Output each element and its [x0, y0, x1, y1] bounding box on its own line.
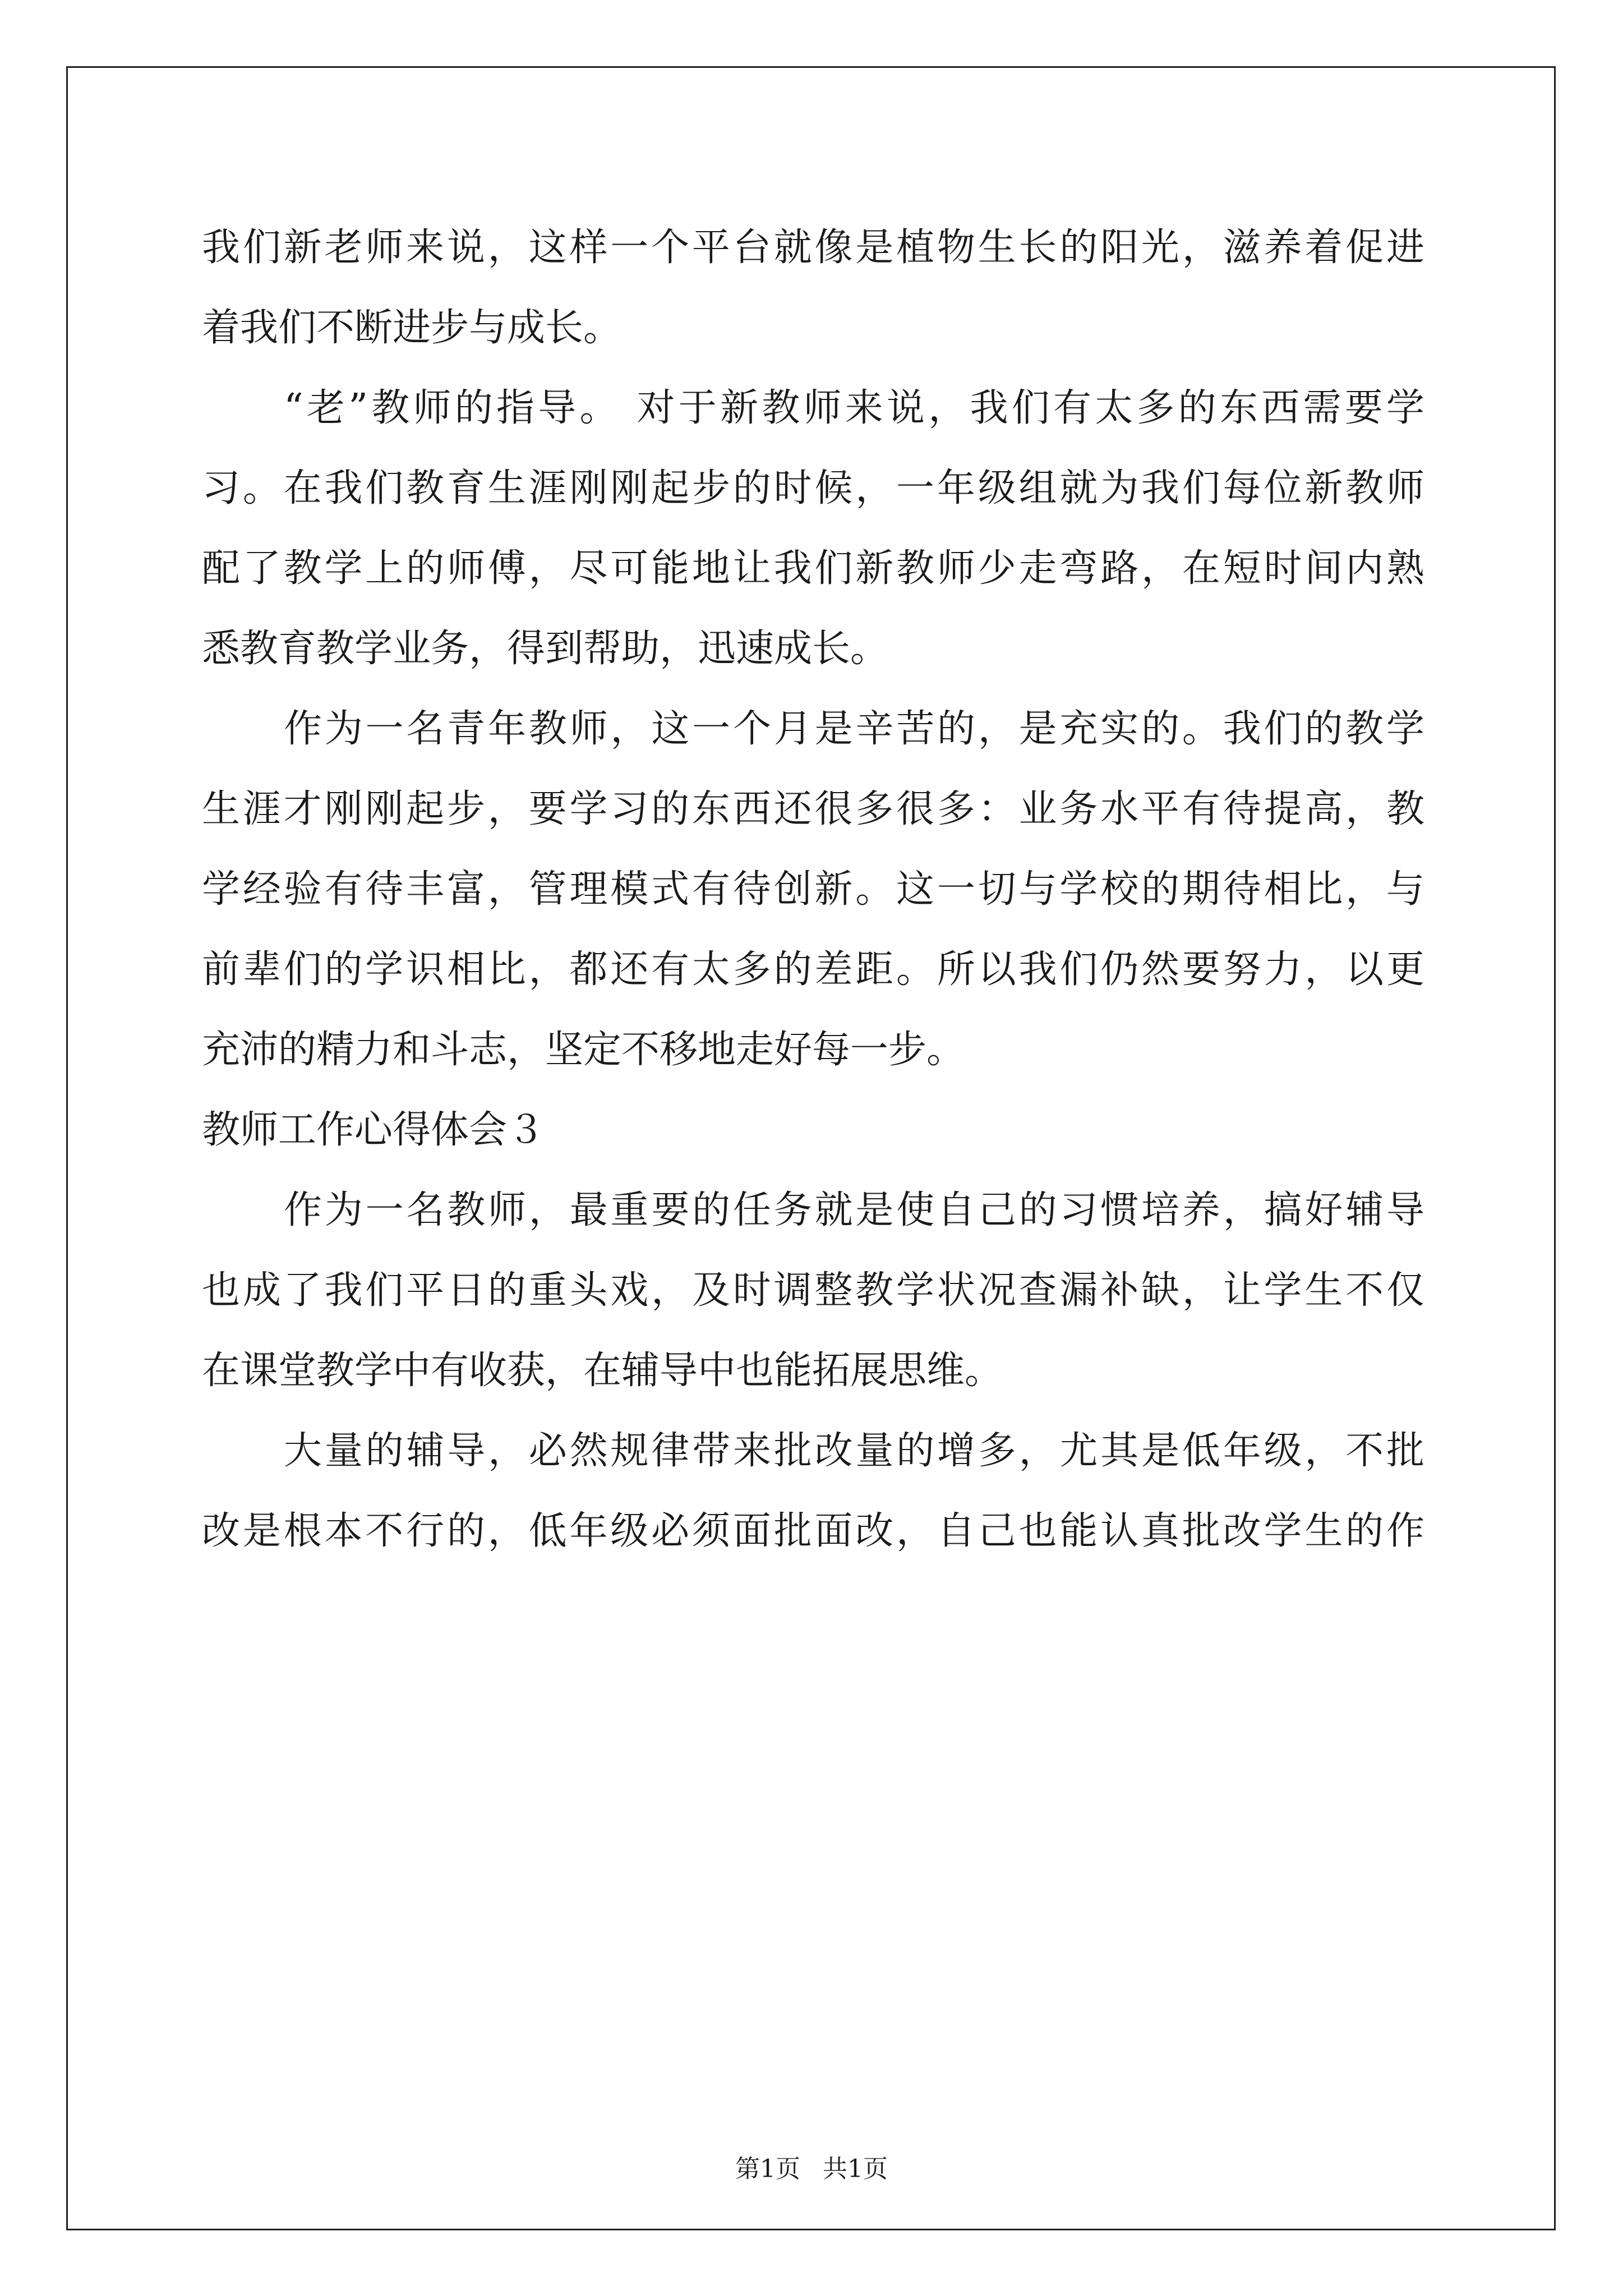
text-line: 改是根本不行的，低年级必须面批面改，自己也能认真批改学生的作 — [202, 1509, 1424, 1553]
page-footer — [0, 2148, 1623, 2184]
text-line: 作为一名教师，最重要的任务就是使自己的习惯培养，搞好辅导 — [284, 1188, 1424, 1232]
text-line: 作为一名青年教师，这一个月是辛苦的，是充实的。我们的教学 — [284, 707, 1424, 751]
document-body — [202, 208, 1424, 1571]
page-total: 共1页 — [823, 2155, 888, 2183]
text-line: 生涯才刚刚起步，要学习的东西还很多很多：业务水平有待提高，教 — [202, 787, 1424, 831]
text-line: 学经验有待丰富，管理模式有待创新。这一切与学校的期待相比，与 — [202, 867, 1424, 912]
text-line: 在课堂教学中有收获，在辅导中也能拓展思维。 — [202, 1349, 1003, 1393]
text-line: 前辈们的学识相比，都还有太多的差距。所以我们仍然要努力，以更 — [202, 947, 1424, 992]
text-line: 我们新老师来说，这样一个平台就像是植物生长的阳光，滋养着促进 — [202, 226, 1424, 270]
text-line: 充沛的精力和斗志，坚定不移地走好每一步。 — [202, 1028, 965, 1072]
page-number: 第1页 — [735, 2155, 800, 2183]
text-line: 悉教育教学业务，得到帮助，迅速成长。 — [202, 627, 889, 671]
text-line: 配了教学上的师傅，尽可能地让我们新教师少走弯路，在短时间内熟 — [202, 546, 1424, 591]
text-line: “老”教师的指导。 对于新教师来说，我们有太多的东西需要学 — [284, 386, 1424, 430]
section-heading: 教师工作心得体会３ — [202, 1108, 546, 1152]
text-line: 着我们不断进步与成长。 — [202, 306, 622, 350]
text-line: 也成了我们平日的重头戏，及时调整教学状况查漏补缺，让学生不仅 — [202, 1268, 1424, 1313]
text-line: 习。在我们教育生涯刚刚起步的时候，一年级组就为我们每位新教师 — [202, 466, 1424, 510]
text-line: 大量的辅导，必然规律带来批改量的增多，尤其是低年级，不批 — [284, 1429, 1424, 1473]
